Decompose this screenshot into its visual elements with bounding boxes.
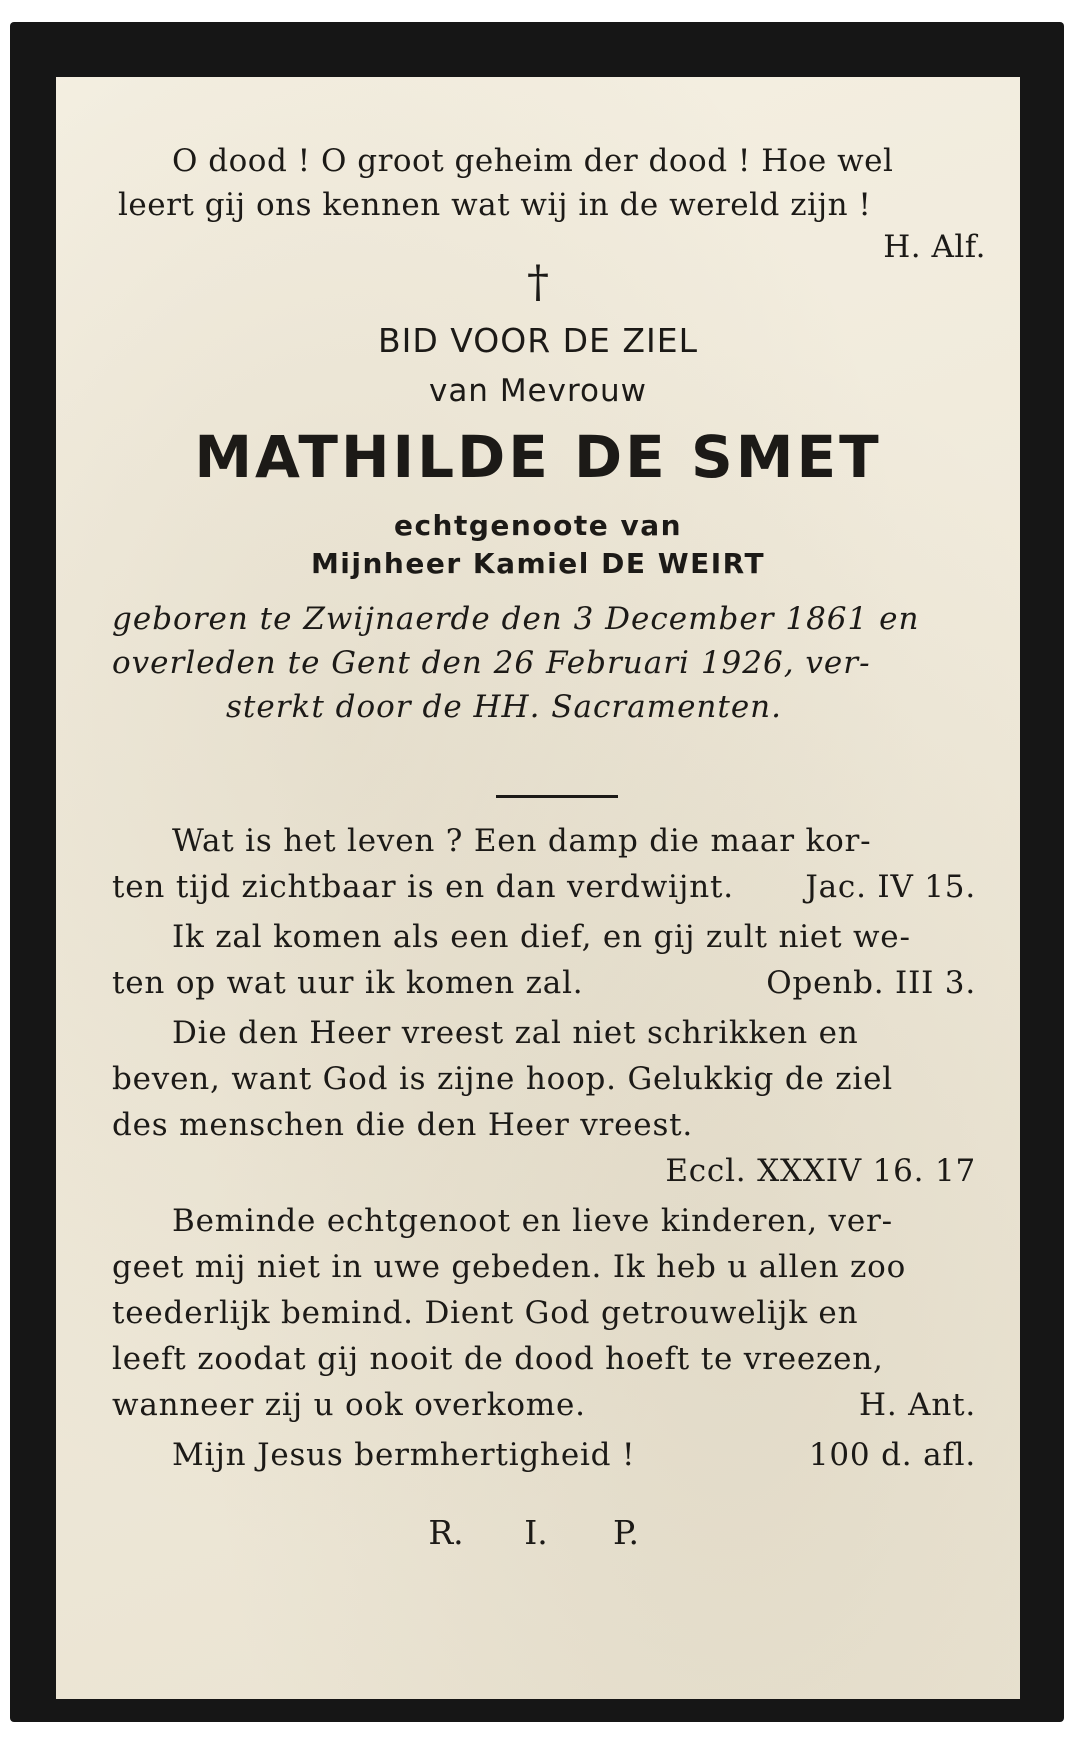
deceased-name: MATHILDE DE SMET	[194, 423, 882, 491]
memorial-card	[10, 22, 1064, 1722]
verse-4-line-2: geet mij niet in uwe gebeden. Ik heb u allen zoo	[112, 1249, 907, 1285]
quote-line-1: O dood ! O groot geheim der dood ! Hoe wel	[172, 143, 894, 179]
prayer-heading: BID VOOR DE ZIEL	[378, 321, 698, 360]
verse-4-line-4: leeft zoodat gij nooit de dood hoeft te vreezen,	[112, 1341, 884, 1377]
bio-line-1: geboren te Zwijnaerde den 3 December 1861 en	[112, 601, 920, 637]
title-prefix: van Mevrouw	[428, 373, 648, 409]
verse-1-line-1: Wat is het leven ? Een damp die maar kor-	[172, 823, 872, 859]
verse-3-source: Eccl. XXXIV 16. 17	[665, 1153, 976, 1189]
spouse-name: Mijnheer Kamiel DE WEIRT	[310, 547, 766, 580]
verse-3-line-2: beven, want God is zijne hoop. Gelukkig de ziel	[112, 1061, 894, 1097]
divider-rule	[496, 795, 618, 798]
rip-letter-i: I.	[524, 1513, 548, 1552]
verse-2-line-2: ten op wat uur ik komen zal.	[112, 965, 584, 1001]
closing-prayer: Mijn Jesus bermhertigheid !	[172, 1437, 636, 1473]
indulgence-note: 100 d. afl.	[808, 1437, 976, 1473]
rip-letter-r: R.	[428, 1513, 464, 1552]
bio-line-2: overleden te Gent den 26 Februari 1926, ver-	[112, 645, 871, 681]
cross-icon: †	[527, 257, 549, 308]
bio-line-3: sterkt door de HH. Sacramenten.	[226, 689, 783, 725]
verse-4-line-5: wanneer zij u ook overkome.	[112, 1387, 586, 1423]
verse-2-line-1: Ik zal komen als een dief, en gij zult niet we-	[172, 919, 911, 955]
card-paper	[56, 77, 1020, 1699]
verse-4-line-3: teederlijk bemind. Dient God getrouwelijk en	[112, 1295, 859, 1331]
verse-1-source: Jac. IV 15.	[805, 869, 976, 905]
verse-3-line-1: Die den Heer vreest zal niet schrikken en	[172, 1015, 859, 1051]
verse-4-source: H. Ant.	[858, 1387, 976, 1423]
verse-4-line-1: Beminde echtgenoot en lieve kinderen, ver-	[172, 1203, 893, 1239]
spouse-intro: echtgenoote van	[393, 509, 683, 542]
verse-2-source: Openb. III 3.	[766, 965, 976, 1001]
rip-letter-p: P.	[612, 1513, 639, 1552]
quote-source: H. Alf.	[883, 229, 986, 265]
verse-1-line-2: ten tijd zichtbaar is en dan verdwijnt.	[112, 869, 734, 905]
verse-3-line-3: des menschen die den Heer vreest.	[112, 1107, 694, 1143]
quote-line-2: leert gij ons kennen wat wij in de wereld zijn !	[118, 187, 872, 223]
rip-line	[401, 1513, 671, 1552]
